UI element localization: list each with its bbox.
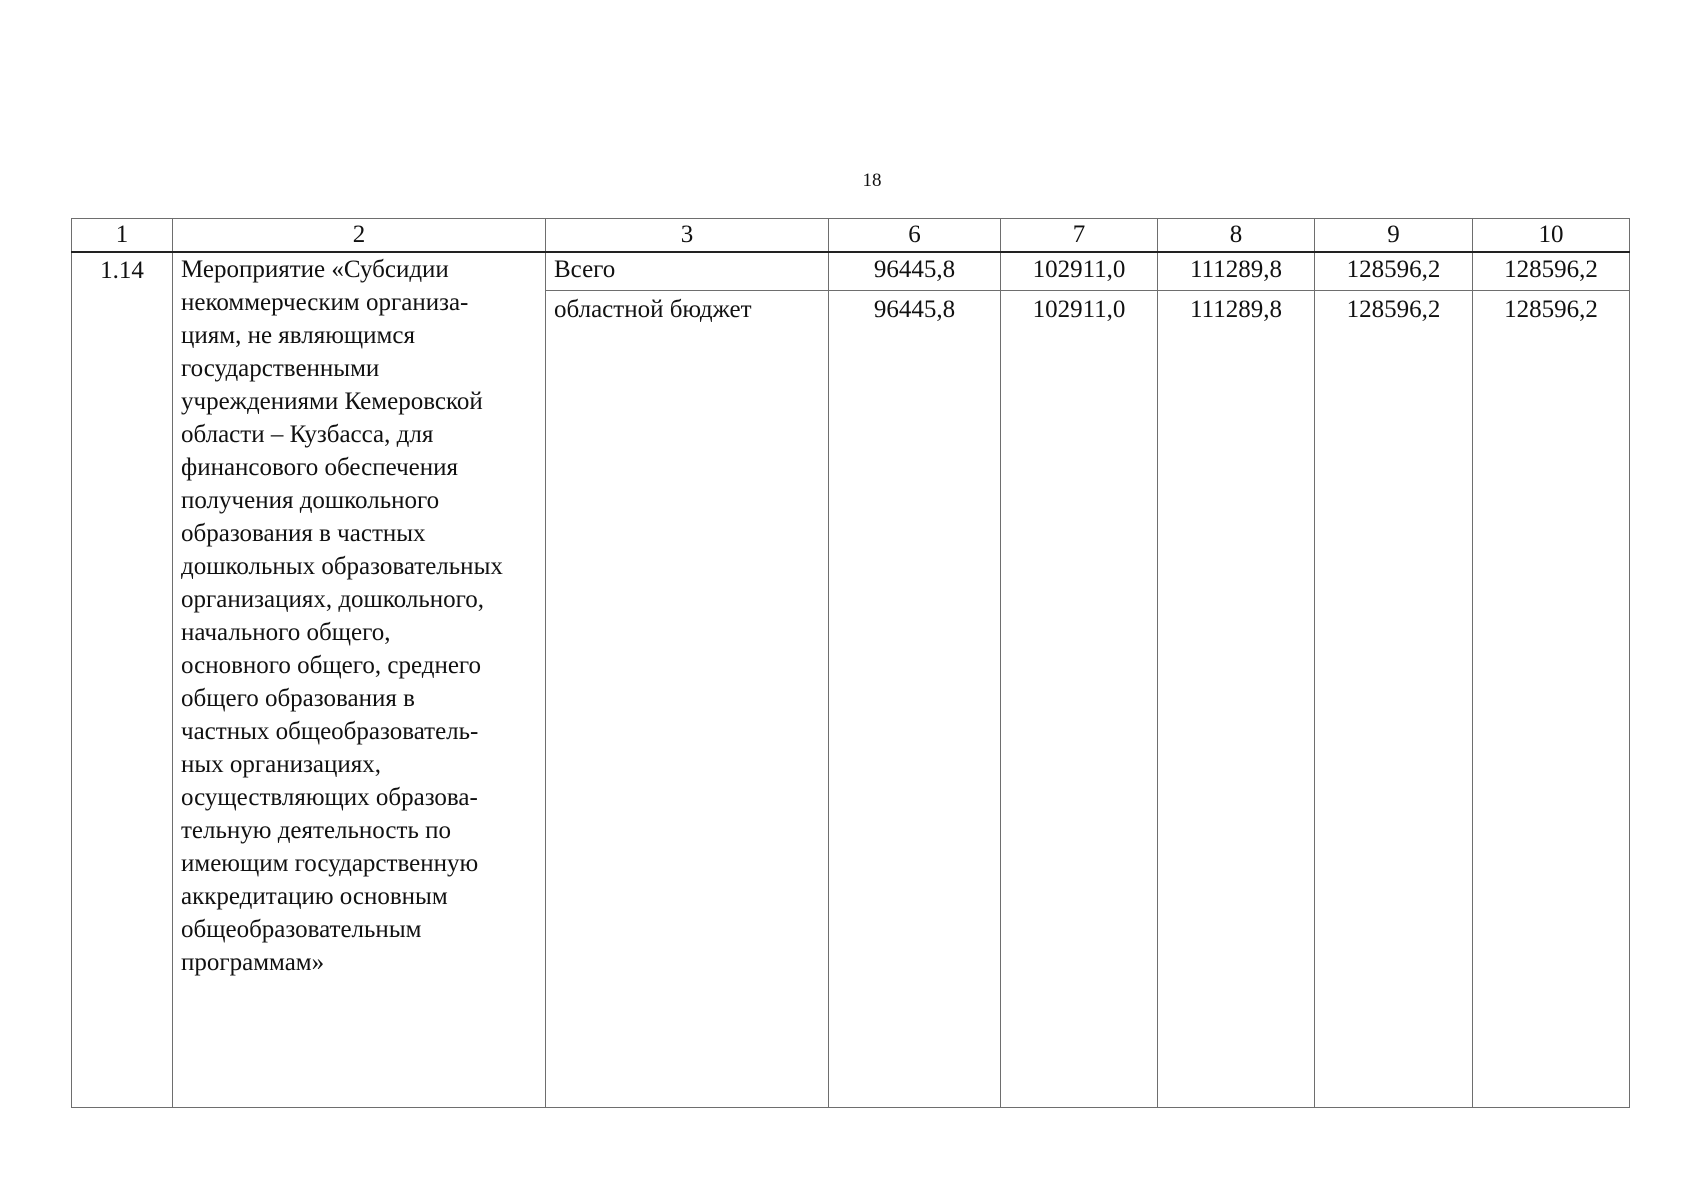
value-cell: 128596,2 bbox=[1473, 291, 1630, 1108]
value-cell: 128596,2 bbox=[1315, 291, 1473, 1108]
source-label-regional: областной бюджет bbox=[546, 291, 829, 1108]
budget-table bbox=[71, 218, 1630, 1108]
description-line: государственными bbox=[181, 355, 380, 382]
header-cell: 9 bbox=[1315, 219, 1473, 253]
description-line: тельную деятельность по bbox=[181, 817, 451, 844]
header-cell: 3 bbox=[546, 219, 829, 253]
value-cell: 102911,0 bbox=[1001, 252, 1158, 291]
description-line: имеющим государственную bbox=[181, 850, 479, 877]
description-line: аккредитацию основным bbox=[181, 883, 448, 910]
description-line: получения дошкольного bbox=[181, 487, 440, 514]
description-line: Мероприятие «Субсидии bbox=[181, 256, 449, 283]
description-line: осуществляющих образова- bbox=[181, 784, 478, 811]
value-cell: 96445,8 bbox=[829, 252, 1001, 291]
description-line: частных общеобразователь- bbox=[181, 718, 479, 745]
description-line: образования в частных bbox=[181, 520, 426, 547]
description-line: начального общего, bbox=[181, 619, 391, 646]
source-label-total: Всего bbox=[546, 252, 829, 291]
description-line: программам» bbox=[181, 949, 325, 976]
description-line: организациях, дошкольного, bbox=[181, 586, 484, 613]
item-description bbox=[173, 252, 546, 1108]
value-cell: 111289,8 bbox=[1158, 291, 1315, 1108]
value-cell: 96445,8 bbox=[829, 291, 1001, 1108]
header-cell: 10 bbox=[1473, 219, 1630, 253]
description-line: общеобразовательным bbox=[181, 916, 422, 943]
header-cell: 8 bbox=[1158, 219, 1315, 253]
value-cell: 102911,0 bbox=[1001, 291, 1158, 1108]
value-cell: 111289,8 bbox=[1158, 252, 1315, 291]
description-line: циям, не являющимся bbox=[181, 322, 415, 349]
description-line: ных организациях, bbox=[181, 751, 382, 778]
value-cell: 128596,2 bbox=[1473, 252, 1630, 291]
page-number: 18 bbox=[862, 170, 882, 191]
table-row bbox=[72, 252, 1630, 291]
header-cell: 2 bbox=[173, 219, 546, 253]
header-cell: 6 bbox=[829, 219, 1001, 253]
description-line: общего образования в bbox=[181, 685, 415, 712]
description-line: учреждениями Кемеровской bbox=[181, 388, 483, 415]
item-number: 1.14 bbox=[72, 252, 173, 1108]
header-cell: 1 bbox=[72, 219, 173, 253]
description-line: некоммерческим организа- bbox=[181, 289, 469, 316]
header-cell: 7 bbox=[1001, 219, 1158, 253]
description-line: основного общего, среднего bbox=[181, 652, 482, 679]
table-header-row bbox=[72, 219, 1630, 253]
description-line: финансового обеспечения bbox=[181, 454, 459, 481]
description-line: области – Кузбасса, для bbox=[181, 421, 434, 448]
description-line: дошкольных образовательных bbox=[181, 553, 503, 580]
value-cell: 128596,2 bbox=[1315, 252, 1473, 291]
